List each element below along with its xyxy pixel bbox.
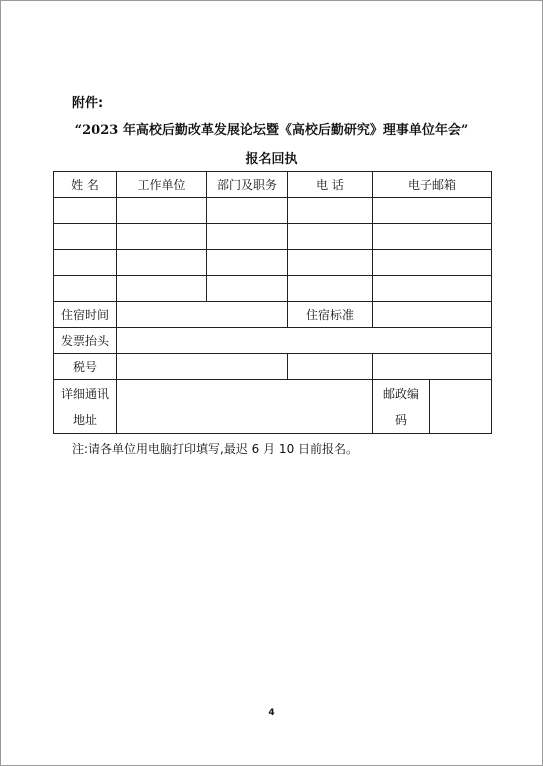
registration-form-table bbox=[53, 171, 492, 434]
entry-row bbox=[54, 224, 492, 250]
department-cell[interactable] bbox=[207, 276, 288, 302]
tax-id-value-1[interactable] bbox=[117, 354, 288, 380]
invoice-row bbox=[54, 328, 492, 354]
postal-code-value[interactable] bbox=[430, 380, 492, 434]
lodging-time-label: 住宿时间 bbox=[54, 302, 117, 328]
name-cell[interactable] bbox=[54, 276, 117, 302]
work-unit-cell[interactable] bbox=[117, 250, 207, 276]
header-work-unit: 工作单位 bbox=[117, 172, 207, 198]
phone-cell[interactable] bbox=[288, 250, 373, 276]
tax-id-value-3[interactable] bbox=[373, 354, 492, 380]
address-label-line2: 地址 bbox=[72, 412, 97, 427]
email-cell[interactable] bbox=[373, 198, 492, 224]
page-number: 4 bbox=[268, 708, 275, 718]
postal-code-label-line2: 码 bbox=[394, 412, 407, 427]
address-row bbox=[54, 380, 492, 434]
postal-code-label bbox=[373, 380, 430, 434]
lodging-standard-value[interactable] bbox=[373, 302, 492, 328]
tax-id-label: 税号 bbox=[54, 354, 117, 380]
department-cell[interactable] bbox=[207, 250, 288, 276]
phone-cell[interactable] bbox=[288, 276, 373, 302]
header-email: 电子邮箱 bbox=[373, 172, 492, 198]
phone-cell[interactable] bbox=[288, 224, 373, 250]
header-phone: 电 话 bbox=[288, 172, 373, 198]
work-unit-cell[interactable] bbox=[117, 224, 207, 250]
email-cell[interactable] bbox=[373, 276, 492, 302]
tax-id-value-2[interactable] bbox=[288, 354, 373, 380]
phone-cell[interactable] bbox=[288, 198, 373, 224]
header-department-position: 部门及职务 bbox=[207, 172, 288, 198]
address-label bbox=[54, 380, 117, 434]
header-row bbox=[54, 172, 492, 198]
work-unit-cell[interactable] bbox=[117, 198, 207, 224]
invoice-title-value[interactable] bbox=[117, 328, 492, 354]
invoice-title-label: 发票抬头 bbox=[54, 328, 117, 354]
document-subtitle: 报名回执 bbox=[245, 152, 298, 167]
lodging-standard-label: 住宿标准 bbox=[288, 302, 373, 328]
email-cell[interactable] bbox=[373, 224, 492, 250]
attachment-label: 附件: bbox=[72, 96, 104, 111]
lodging-time-value[interactable] bbox=[117, 302, 288, 328]
name-cell[interactable] bbox=[54, 198, 117, 224]
submission-note: 注:请各单位用电脑打印填写,最迟 6 月 10 日前报名。 bbox=[72, 442, 359, 456]
department-cell[interactable] bbox=[207, 224, 288, 250]
work-unit-cell[interactable] bbox=[117, 276, 207, 302]
address-value[interactable] bbox=[117, 380, 373, 434]
email-cell[interactable] bbox=[373, 250, 492, 276]
tax-row bbox=[54, 354, 492, 380]
document-title: “2023 年高校后勤改革发展论坛暨《高校后勤研究》理事单位年会” bbox=[74, 123, 469, 138]
postal-code-label-line1: 邮政编 bbox=[382, 386, 419, 401]
header-name: 姓 名 bbox=[54, 172, 117, 198]
entry-row bbox=[54, 250, 492, 276]
department-cell[interactable] bbox=[207, 198, 288, 224]
lodging-row bbox=[54, 302, 492, 328]
name-cell[interactable] bbox=[54, 224, 117, 250]
name-cell[interactable] bbox=[54, 250, 117, 276]
entry-row bbox=[54, 198, 492, 224]
address-label-line1: 详细通讯 bbox=[60, 386, 109, 401]
entry-row bbox=[54, 276, 492, 302]
